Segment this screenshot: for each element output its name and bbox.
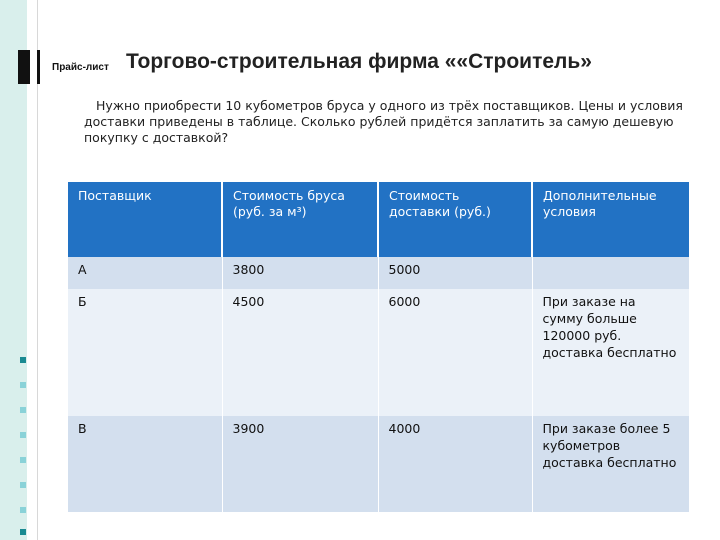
decor-square <box>20 382 26 388</box>
header-timber-cost: Стоимость бруса (руб. за м³) <box>222 182 378 257</box>
cell-supplier: В <box>68 416 222 512</box>
cell-delivery-cost: 5000 <box>378 257 532 289</box>
table-row <box>68 289 689 416</box>
cell-conditions: При заказе на сумму больше 120000 руб. доставка бесплатно <box>532 289 689 416</box>
decor-bar-thin <box>37 50 40 84</box>
decor-square <box>20 407 26 413</box>
table-row <box>68 257 689 289</box>
decor-bar <box>18 50 30 84</box>
cell-timber-cost: 4500 <box>222 289 378 416</box>
decor-square <box>20 357 26 363</box>
cell-conditions: При заказе более 5 кубометров доставка бесплатно <box>532 416 689 512</box>
problem-text: Нужно приобрести 10 кубометров бруса у одного из трёх поставщиков. Цены и условия доставки приведены в таблице. Сколько рублей придётся заплатить за самую дешевую покупку с доставкой? <box>84 98 683 145</box>
page-title: Торгово-строительная фирма ««Строитель» <box>126 50 592 73</box>
cell-conditions <box>532 257 689 289</box>
decor-square <box>20 432 26 438</box>
header-supplier: Поставщик <box>68 182 222 257</box>
cell-timber-cost: 3900 <box>222 416 378 512</box>
decor-square <box>20 457 26 463</box>
cell-delivery-cost: 6000 <box>378 289 532 416</box>
header-delivery-cost: Стоимость доставки (руб.) <box>378 182 532 257</box>
table-header-row <box>68 182 689 257</box>
table-row <box>68 416 689 512</box>
price-table <box>68 182 689 512</box>
cell-timber-cost: 3800 <box>222 257 378 289</box>
header-conditions: Дополнительные условия <box>532 182 689 257</box>
decor-square <box>20 529 26 535</box>
cell-supplier: Б <box>68 289 222 416</box>
cell-delivery-cost: 4000 <box>378 416 532 512</box>
cell-supplier: А <box>68 257 222 289</box>
decor-square <box>20 507 26 513</box>
price-list-label: Прайс-лист <box>52 62 109 73</box>
decor-square <box>20 482 26 488</box>
